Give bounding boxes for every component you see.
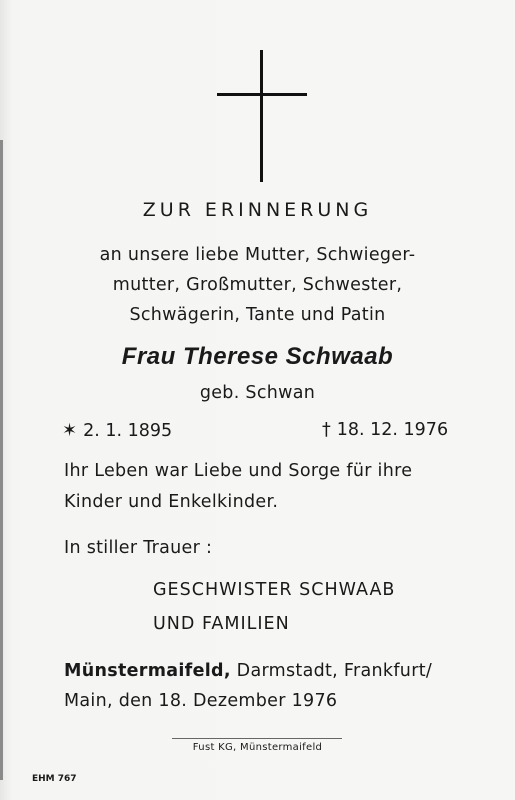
intro-line: mutter, Großmutter, Schwester, [112,275,403,295]
printer-imprint: Fust KG, Münstermaifeld [192,742,323,753]
date-line: Main, den 18. Dezember 1976 [64,691,338,711]
heading: ZUR ERINNERUNG [142,199,373,221]
tribute-paragraph [64,456,484,518]
mourner-line: GESCHWISTER SCHWAAB [153,580,396,600]
card-edge [0,140,3,780]
death-date-text: 18. 12. 1976 [336,420,449,440]
maiden-name: geb. Schwan [199,383,316,403]
intro-line: an unsere liebe Mutter, Schwieger- [99,245,416,265]
place-bold: Münstermaifeld, [64,661,231,681]
intro-line: Schwägerin, Tante und Patin [129,305,386,325]
divider [172,738,342,739]
print-code: EHM 767 [32,774,77,784]
birth-date-text: 2. 1. 1895 [83,421,173,441]
birth-star-icon: ✶ [62,420,78,441]
cross-icon-bar [217,93,307,96]
intro-text [0,240,515,330]
cross-icon [260,50,263,182]
mourning-intro: In stiller Trauer : [64,538,213,558]
birth-date [62,420,172,441]
place-date [64,656,504,716]
death-date [322,420,448,440]
place-line [64,656,504,686]
mourner-line: UND FAMILIEN [153,614,290,634]
place-rest: Darmstadt, Frankfurt/ [230,661,433,681]
mourners [153,573,395,641]
tribute-line: Ihr Leben war Liebe und Sorge für ihre [64,461,413,481]
death-cross-icon: † [322,420,331,440]
deceased-name: Frau Therese Schwaab [121,343,394,370]
tribute-line: Kinder und Enkelkinder. [64,492,279,512]
